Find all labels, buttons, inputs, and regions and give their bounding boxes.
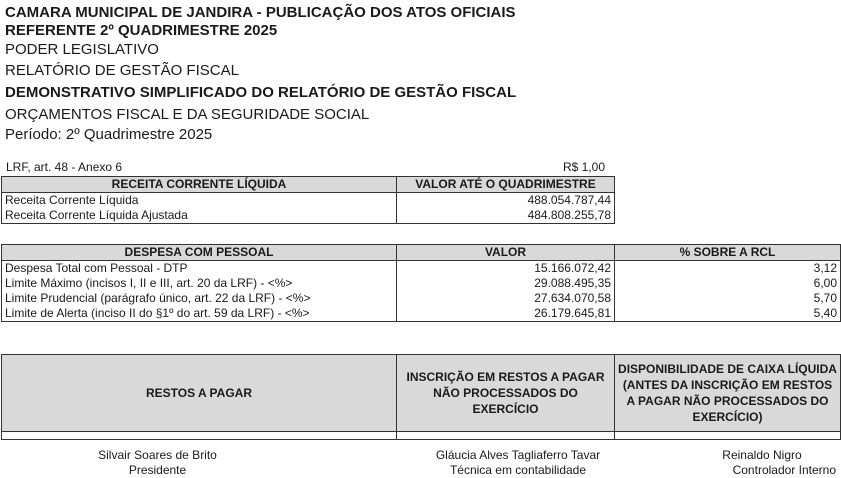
restos-header-label: RESTOS A PAGAR [2, 355, 397, 432]
despesa-pct: 5,40 [615, 306, 841, 322]
budget-scope: ORÇAMENTOS FISCAL E DA SEGURIDADE SOCIAL [5, 106, 370, 123]
receita-value: 488.054.787,44 [397, 193, 615, 209]
despesa-pct: 6,00 [615, 276, 841, 291]
signature-role: Técnica em contabilidade [449, 463, 587, 477]
receita-label: Receita Corrente Líquida [2, 193, 397, 209]
restos-empty-cell [397, 432, 615, 440]
despesa-label: Despesa Total com Pessoal - DTP [2, 261, 397, 277]
receita-label: Receita Corrente Líquida Ajustada [2, 208, 397, 224]
despesa-value: 27.634.070,58 [397, 291, 615, 306]
table-row [2, 193, 615, 209]
receita-header-value: VALOR ATÉ O QUADRIMESTRE [397, 177, 615, 193]
despesa-label: Limite Prudencial (parágrafo único, art. 22 da LRF) - <%> [2, 291, 397, 306]
table-row [2, 261, 841, 277]
restos-empty-cell [615, 432, 841, 440]
table-row [2, 291, 841, 306]
signature-accountant [418, 448, 618, 478]
receita-header-label: RECEITA CORRENTE LÍQUIDA [2, 177, 397, 193]
signature-president [70, 448, 245, 478]
despesa-value: 26.179.645,81 [397, 306, 615, 322]
signature-controller [706, 448, 836, 478]
despesa-label: Limite Máximo (incisos I, II e III, art. 20 da LRF) - <%> [2, 276, 397, 291]
despesa-value: 29.088.495,35 [397, 276, 615, 291]
publication-title: CAMARA MUNICIPAL DE JANDIRA - PUBLICAÇÃO DOS ATOS OFICIAIS [5, 4, 516, 21]
report-title: DEMONSTRATIVO SIMPLIFICADO DO RELATÓRIO DE GESTÃO FISCAL [5, 84, 517, 101]
despesa-header-label: DESPESA COM PESSOAL [2, 245, 397, 261]
despesa-label: Limite de Alerta (inciso II do §1º do art. 59 da LRF) - <%> [2, 306, 397, 322]
receita-value: 484.808.255,78 [397, 208, 615, 224]
signature-role: Controlador Interno [732, 463, 836, 477]
despesa-table [1, 244, 841, 322]
receita-table [1, 176, 615, 224]
despesa-pct: 3,12 [615, 261, 841, 277]
restos-empty-cell [2, 432, 397, 440]
despesa-header-value: VALOR [397, 245, 615, 261]
signature-name: Reinaldo Nigro [722, 448, 802, 462]
table-row [2, 208, 615, 224]
legal-reference: LRF, art. 48 - Anexo 6 [6, 160, 123, 174]
report-name: RELATÓRIO DE GESTÃO FISCAL [5, 62, 239, 79]
signature-name: Silvair Soares de Brito [98, 448, 217, 462]
table-row [2, 306, 841, 322]
period-label: Período: 2º Quadrimestre 2025 [5, 126, 213, 143]
despesa-header-pct: % SOBRE A RCL [615, 245, 841, 261]
currency-unit: R$ 1,00 [563, 160, 606, 174]
table-row [2, 432, 841, 440]
restos-header-disponibilidade: DISPONIBILIDADE DE CAIXA LÍQUIDA (ANTES DA INSCRIÇÃO EM RESTOS A PAGAR NÃO PROCESSADOS DO EXERCÍCIO) [615, 355, 841, 432]
restos-table [1, 354, 841, 440]
signature-name: Gláucia Alves Tagliaferro Tavar [435, 448, 601, 462]
signature-role: Presidente [128, 463, 187, 477]
despesa-pct: 5,70 [615, 291, 841, 306]
restos-header-inscricao: INSCRIÇÃO EM RESTOS A PAGAR NÃO PROCESSADOS DO EXERCÍCIO [397, 355, 615, 432]
despesa-value: 15.166.072,42 [397, 261, 615, 277]
period-reference: REFERENTE 2º QUADRIMESTRE 2025 [5, 22, 278, 39]
table-row [2, 276, 841, 291]
branch-label: PODER LEGISLATIVO [5, 41, 159, 58]
